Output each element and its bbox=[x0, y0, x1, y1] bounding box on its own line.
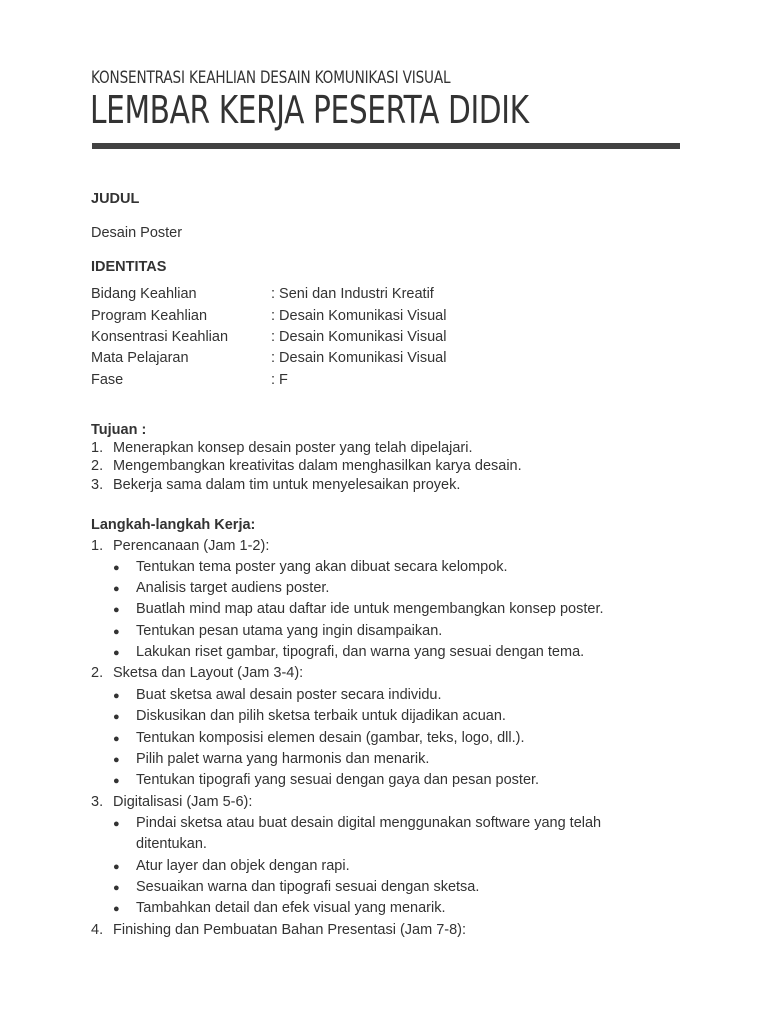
bullet-text: Tentukan tipografi yang sesuai dengan gaya dan pesan poster. bbox=[136, 772, 540, 788]
bullet-text: Buat sketsa awal desain poster secara individu. bbox=[136, 687, 442, 703]
bullet-dot-icon: ● bbox=[113, 562, 120, 574]
identitas-value: : Desain Komunikasi Visual bbox=[271, 308, 447, 324]
bullet-text: Sesuaikan warna dan tipografi sesuai dengan sketsa. bbox=[136, 879, 480, 895]
identitas-value: : F bbox=[271, 372, 288, 388]
list-item-text: Bekerja sama dalam tim untuk menyelesaikan proyek. bbox=[113, 477, 461, 493]
step-number: 4. bbox=[91, 922, 104, 938]
bullet-dot-icon: ● bbox=[113, 754, 120, 766]
bullet-dot-icon: ● bbox=[113, 882, 120, 894]
identitas-label: Bidang Keahlian bbox=[91, 286, 197, 302]
identitas-value: : Desain Komunikasi Visual bbox=[271, 329, 447, 345]
bullet-text: Atur layer dan objek dengan rapi. bbox=[136, 858, 350, 874]
identitas-value: : Seni dan Industri Kreatif bbox=[271, 286, 434, 302]
identitas-label: Mata Pelajaran bbox=[91, 350, 189, 366]
bullet-text: Tentukan tema poster yang akan dibuat secara kelompok. bbox=[136, 559, 508, 575]
identitas-label: Program Keahlian bbox=[91, 308, 208, 324]
bullet-text: Tentukan pesan utama yang ingin disampaikan. bbox=[136, 623, 443, 639]
bullet-dot-icon: ● bbox=[113, 690, 120, 702]
judul-value: Desain Poster bbox=[91, 225, 183, 241]
step-title: Perencanaan (Jam 1-2): bbox=[113, 538, 270, 554]
bullet-text: Analisis target audiens poster. bbox=[136, 580, 330, 596]
identitas-heading: IDENTITAS bbox=[91, 259, 167, 275]
identitas-label: Fase bbox=[91, 372, 124, 388]
bullet-dot-icon: ● bbox=[113, 861, 120, 873]
step-number: 2. bbox=[91, 665, 104, 681]
judul-heading: JUDUL bbox=[91, 191, 140, 207]
bullet-dot-icon: ● bbox=[113, 604, 120, 616]
list-item-number: 3. bbox=[91, 477, 104, 493]
bullet-text: Tentukan komposisi elemen desain (gambar, teks, logo, dll.). bbox=[136, 730, 525, 746]
bullet-dot-icon: ● bbox=[113, 818, 120, 830]
step-title: Finishing dan Pembuatan Bahan Presentasi (Jam 7-8): bbox=[113, 922, 467, 938]
bullet-text: Lakukan riset gambar, tipografi, dan warna yang sesuai dengan tema. bbox=[136, 644, 585, 660]
bullet-dot-icon: ● bbox=[113, 647, 120, 659]
bullet-dot-icon: ● bbox=[113, 711, 120, 723]
bullet-dot-icon: ● bbox=[113, 733, 120, 745]
bullet-dot-icon: ● bbox=[113, 626, 120, 638]
bullet-text: Buatlah mind map atau daftar ide untuk mengembangkan konsep poster. bbox=[136, 601, 604, 617]
bullet-text: Tambahkan detail dan efek visual yang menarik. bbox=[136, 900, 446, 916]
header-divider bbox=[92, 143, 680, 149]
step-number: 1. bbox=[91, 538, 104, 554]
bullet-text: Pindai sketsa atau buat desain digital menggunakan software yang telah bbox=[136, 815, 602, 831]
identitas-label: Konsentrasi Keahlian bbox=[91, 329, 229, 345]
step-number: 3. bbox=[91, 794, 104, 810]
identitas-value: : Desain Komunikasi Visual bbox=[271, 350, 447, 366]
list-item-number: 2. bbox=[91, 458, 104, 474]
step-title: Digitalisasi (Jam 5-6): bbox=[113, 794, 253, 810]
bullet-text: Diskusikan dan pilih sketsa terbaik untuk dijadikan acuan. bbox=[136, 708, 506, 724]
page-title: LEMBAR KERJA PESERTA DIDIK bbox=[90, 88, 529, 132]
list-item-text: Menerapkan konsep desain poster yang telah dipelajari. bbox=[113, 440, 473, 456]
bullet-text: ditentukan. bbox=[136, 836, 207, 852]
list-item-number: 1. bbox=[91, 440, 104, 456]
header-subtitle: KONSENTRASI KEAHLIAN DESAIN KOMUNIKASI VISUAL bbox=[91, 68, 451, 88]
bullet-dot-icon: ● bbox=[113, 903, 120, 915]
tujuan-heading: Tujuan : bbox=[91, 422, 147, 438]
langkah-heading: Langkah-langkah Kerja: bbox=[91, 517, 256, 533]
bullet-text: Pilih palet warna yang harmonis dan menarik. bbox=[136, 751, 430, 767]
bullet-dot-icon: ● bbox=[113, 775, 120, 787]
bullet-dot-icon: ● bbox=[113, 583, 120, 595]
list-item-text: Mengembangkan kreativitas dalam menghasilkan karya desain. bbox=[113, 458, 522, 474]
step-title: Sketsa dan Layout (Jam 3-4): bbox=[113, 665, 304, 681]
